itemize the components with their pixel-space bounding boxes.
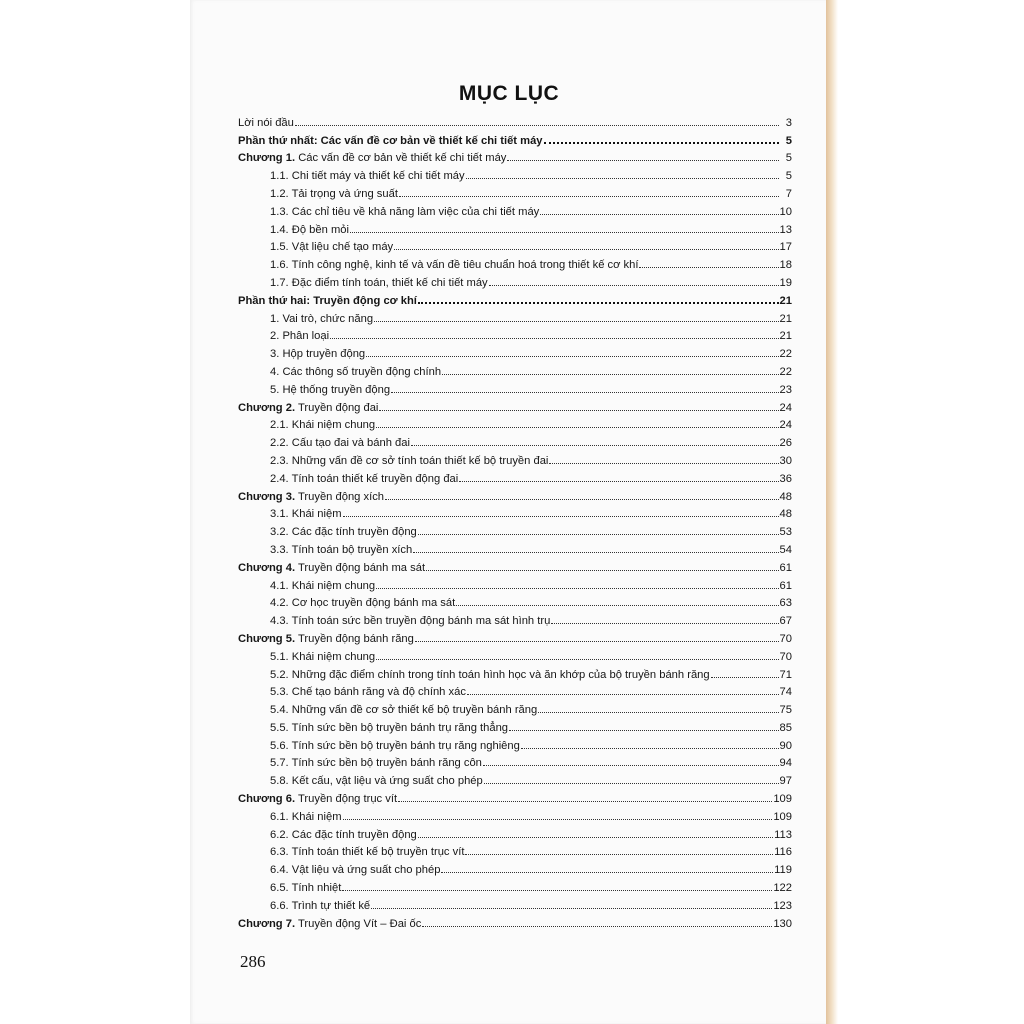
- dot-leader: [415, 641, 779, 642]
- dot-leader: [521, 748, 779, 749]
- toc-entry-label: 6.6. Trình tự thiết kế: [270, 899, 371, 912]
- toc-entry-page: 21: [779, 294, 792, 307]
- toc-entry-section: [238, 271, 792, 289]
- toc-entry-label: 1.7. Đặc điểm tính toán, thiết kế chi tiết máy: [270, 276, 488, 289]
- toc-entry-section: [238, 520, 792, 538]
- dot-leader: [459, 481, 778, 482]
- toc-entry-label: 2.1. Khái niệm chung: [270, 419, 376, 432]
- toc-entry-chapter: [238, 912, 792, 930]
- toc-entry-label: 3.2. Các đặc tính truyền động: [270, 526, 417, 539]
- toc-entry-section: [238, 734, 792, 752]
- dot-leader: [330, 338, 778, 339]
- toc-entry-page: 7: [785, 187, 792, 200]
- toc-entry-section: [238, 574, 792, 592]
- chapter-title: Truyền động Vít – Đai ốc: [297, 917, 422, 930]
- dot-leader: [411, 445, 779, 446]
- toc-entry-section: [238, 325, 792, 343]
- toc-entry-part: [238, 129, 792, 147]
- toc-entry-page: 71: [779, 668, 792, 681]
- dot-leader: [538, 712, 778, 713]
- toc-entry-label: 5.6. Tính sức bền bộ truyền bánh trụ răng nghiêng: [270, 739, 520, 752]
- toc-entry-section: [238, 342, 792, 360]
- toc-entry-section: [238, 360, 792, 378]
- toc-entry-section: [238, 752, 792, 770]
- toc-entry-chapter: [238, 556, 792, 574]
- toc-entry-label: 5. Hệ thống truyền động: [270, 383, 391, 396]
- dot-leader: [295, 125, 779, 126]
- toc-entry-page: 123: [773, 899, 792, 912]
- toc-entry-page: 94: [779, 757, 792, 770]
- toc-entry-page: 70: [779, 632, 792, 645]
- toc-entry-section: [238, 236, 792, 254]
- toc-entry-page: 74: [779, 686, 792, 699]
- chapter-prefix: Chương 6.: [238, 793, 296, 806]
- toc-entry-page: 70: [779, 650, 792, 663]
- toc-entry-section: [238, 307, 792, 325]
- dot-leader: [366, 356, 778, 357]
- dot-leader: [466, 178, 779, 179]
- toc-entry-section: [238, 592, 792, 610]
- toc-entry-page: 3: [785, 116, 792, 129]
- toc-entry-label: 5.7. Tính sức bền bộ truyền bánh răng côn: [270, 757, 482, 770]
- toc-entry-section: [238, 716, 792, 734]
- toc-entry-label: 5.8. Kết cấu, vật liệu và ứng suất cho phép: [270, 775, 483, 788]
- dot-leader: [418, 837, 773, 838]
- toc-entry-label: [238, 633, 414, 645]
- toc-entry-page: 19: [779, 276, 792, 289]
- dot-leader: [350, 232, 779, 233]
- dot-leader: [441, 872, 773, 873]
- dot-leader: [418, 302, 779, 304]
- toc-entry-section: [238, 200, 792, 218]
- toc-entry-page: 63: [779, 597, 792, 610]
- toc-entry-chapter: [238, 485, 792, 503]
- chapter-prefix: Chương 5.: [238, 632, 296, 645]
- toc-entry-section: [238, 449, 792, 467]
- dot-leader: [371, 908, 772, 909]
- dot-leader: [343, 819, 773, 820]
- toc-entry-section: [238, 164, 792, 182]
- toc-entry-section: [238, 378, 792, 396]
- toc-entry-label: 1.6. Tính công nghệ, kinh tế và vấn đề tiêu chuẩn hoá trong thiết kế cơ khí: [270, 259, 639, 272]
- dot-leader: [376, 588, 778, 589]
- toc-entry-page: 130: [773, 917, 792, 930]
- dot-leader: [507, 160, 779, 161]
- toc-entry-section: [238, 876, 792, 894]
- toc-entry-page: 113: [774, 828, 792, 841]
- toc-entry-label: 4.1. Khái niệm chung: [270, 579, 376, 592]
- toc-entry-label: 6.4. Vật liệu và ứng suất cho phép: [270, 864, 441, 877]
- dot-leader: [391, 392, 779, 393]
- toc-entry-page: 61: [779, 561, 792, 574]
- toc-entry-section: [238, 645, 792, 663]
- toc-entry-page: 90: [779, 739, 792, 752]
- dot-leader: [467, 694, 779, 695]
- chapter-prefix: Chương 2.: [238, 401, 296, 414]
- chapter-title: Truyền động đai: [297, 401, 379, 414]
- dot-leader: [549, 463, 778, 464]
- toc-entry-page: 21: [779, 312, 792, 325]
- chapter-title: Truyền động bánh ma sát: [297, 561, 426, 574]
- toc-entry-section: [238, 182, 792, 200]
- toc-entry-section: [238, 609, 792, 627]
- toc-entry-page: 17: [779, 241, 792, 254]
- toc-entry-label: 6.1. Khái niệm: [270, 810, 342, 823]
- toc-entry-chapter: [238, 787, 792, 805]
- toc-entry-label: 5.5. Tính sức bền bộ truyền bánh trụ răng thẳng: [270, 721, 509, 734]
- dot-leader: [442, 374, 779, 375]
- chapter-prefix: Chương 7.: [238, 917, 296, 930]
- toc-entry-page: 13: [779, 223, 792, 236]
- dot-leader: [509, 730, 779, 731]
- dot-leader: [413, 552, 778, 553]
- toc-entry-label: 4. Các thông số truyền động chính: [270, 365, 442, 378]
- toc-entry-section: [238, 218, 792, 236]
- dot-leader: [376, 659, 778, 660]
- chapter-prefix: Chương 1.: [238, 152, 296, 165]
- toc-entry-front: [238, 111, 792, 129]
- toc-entry-label: 1. Vai trò, chức năng: [270, 312, 374, 325]
- toc-entry-label: Lời nói đầu: [238, 116, 294, 129]
- toc-entry-label: [238, 918, 421, 930]
- toc-entry-label: 6.2. Các đặc tính truyền động: [270, 828, 417, 841]
- toc-entry-label: 1.1. Chi tiết máy và thiết kế chi tiết máy: [270, 170, 465, 183]
- toc-entry-page: 85: [779, 721, 792, 734]
- toc-entry-label: 1.4. Độ bền mỏi: [270, 223, 349, 236]
- dot-leader: [376, 427, 778, 428]
- toc-entry-label: 5.1. Khái niệm chung: [270, 650, 376, 663]
- toc-entry-section: [238, 414, 792, 432]
- toc-entry-label: 2.2. Cấu tạo đai và bánh đai: [270, 437, 410, 450]
- toc-entry-label: 6.3. Tính toán thiết kế bộ truyền trục vít: [270, 846, 465, 859]
- toc-entry-label: [238, 491, 384, 503]
- dot-leader: [342, 890, 772, 891]
- toc-entry-chapter: [238, 627, 792, 645]
- dot-leader: [374, 321, 778, 322]
- toc-entry-page: 21: [779, 330, 792, 343]
- toc-entry-label: [238, 562, 425, 574]
- dot-leader: [711, 677, 779, 678]
- toc-entry-section: [238, 841, 792, 859]
- page-number: 286: [240, 952, 266, 971]
- toc-entry-page: 5: [785, 134, 792, 147]
- dot-leader: [484, 783, 779, 784]
- dot-leader: [399, 196, 779, 197]
- toc-entry-page: 10: [779, 205, 792, 218]
- page-edge: [826, 0, 838, 1024]
- dot-leader: [343, 516, 779, 517]
- toc-entry-page: 48: [779, 508, 792, 521]
- dot-leader: [551, 623, 778, 624]
- toc-entry-section: [238, 467, 792, 485]
- toc-entry-page: 109: [773, 810, 792, 823]
- dot-leader: [385, 499, 779, 500]
- dot-leader: [544, 142, 779, 144]
- dot-leader: [394, 249, 778, 250]
- dot-leader: [465, 854, 773, 855]
- toc-entry-label: Phần thứ hai: Truyền động cơ khí: [238, 294, 417, 307]
- toc-entry-label: 3.1. Khái niệm: [270, 508, 342, 521]
- toc-entry-label: 2.3. Những vấn đề cơ sở tính toán thiết kế bộ truyền đai: [270, 454, 549, 467]
- toc-entry-page: 26: [779, 437, 792, 450]
- toc-entry-section: [238, 681, 792, 699]
- dot-leader: [422, 926, 772, 927]
- toc-entry-page: 24: [779, 401, 792, 414]
- chapter-title: Truyền động xích: [297, 490, 385, 503]
- toc-entry-label: 3. Hộp truyền động: [270, 348, 366, 361]
- page-title: MỤC LỤC: [458, 82, 560, 105]
- chapter-title: Các vấn đề cơ bản về thiết kế chi tiết máy: [298, 152, 507, 165]
- toc-entry-label: 1.2. Tải trọng và ứng suất: [270, 187, 398, 200]
- toc-entry-page: 23: [779, 383, 792, 396]
- toc-entry-label: [238, 152, 506, 164]
- toc-entry-page: 48: [779, 490, 792, 503]
- toc-entry-label: 1.3. Các chỉ tiêu về khả năng làm việc của chi tiết máy: [270, 205, 540, 218]
- toc-entry-page: 116: [774, 846, 792, 859]
- toc-entry-section: [238, 698, 792, 716]
- toc-entry-page: 67: [779, 615, 792, 628]
- toc-entry-label: 2.4. Tính toán thiết kế truyền động đai: [270, 472, 459, 485]
- dot-leader: [639, 267, 778, 268]
- dot-leader: [483, 765, 779, 766]
- toc-entry-page: 97: [779, 775, 792, 788]
- toc-entry-label: 1.5. Vật liệu chế tạo máy: [270, 241, 394, 254]
- toc-entry-page: 24: [779, 419, 792, 432]
- toc-entry-section: [238, 663, 792, 681]
- toc-entry-label: 3.3. Tính toán bộ truyền xích: [270, 543, 413, 556]
- toc-entry-page: 75: [779, 704, 792, 717]
- toc-entry-part: [238, 289, 792, 307]
- toc-entry-label: Phần thứ nhất: Các vấn đề cơ bản về thiết kế chi tiết máy: [238, 134, 543, 147]
- toc-entry-label: 5.4. Những vấn đề cơ sở thiết kế bộ truyền bánh răng: [270, 704, 538, 717]
- toc-entry-label: 2. Phân loại: [270, 330, 330, 343]
- toc-entry-page: 53: [779, 526, 792, 539]
- dot-leader: [379, 410, 778, 411]
- dot-leader: [540, 214, 778, 215]
- toc-entry-label: 5.3. Chế tạo bánh răng và độ chính xác: [270, 686, 466, 699]
- toc-entry-section: [238, 253, 792, 271]
- toc-entry-page: 18: [779, 259, 792, 272]
- toc-entry-section: [238, 503, 792, 521]
- toc-entry-label: 5.2. Những đặc điểm chính trong tính toán hình học và ăn khớp của bộ truyền bánh răng: [270, 668, 710, 681]
- toc-entry-label: 6.5. Tính nhiệt: [270, 882, 342, 895]
- dot-leader: [418, 534, 779, 535]
- toc-entry-page: 22: [779, 365, 792, 378]
- toc-entry-section: [238, 431, 792, 449]
- toc-entry-page: 5: [785, 152, 792, 165]
- toc-entry-page: 109: [773, 793, 792, 806]
- toc-entry-page: 122: [773, 882, 792, 895]
- toc-entry-label: 4.3. Tính toán sức bền truyền động bánh ma sát hình trụ: [270, 615, 551, 628]
- dot-leader: [456, 605, 778, 606]
- toc-entry-label: 4.2. Cơ học truyền động bánh ma sát: [270, 597, 456, 610]
- toc-entry-section: [238, 538, 792, 556]
- toc-entry-page: 36: [779, 472, 792, 485]
- toc-entry-chapter: [238, 147, 792, 165]
- toc-entry-page: 119: [774, 864, 792, 877]
- toc-entry-section: [238, 858, 792, 876]
- toc-entry-section: [238, 894, 792, 912]
- toc-entry-page: 61: [779, 579, 792, 592]
- table-of-contents: [238, 111, 792, 930]
- toc-entry-section: [238, 805, 792, 823]
- chapter-title: Truyền động bánh răng: [297, 632, 414, 645]
- toc-entry-section: [238, 823, 792, 841]
- toc-entry-page: 5: [785, 170, 792, 183]
- dot-leader: [489, 285, 779, 286]
- toc-entry-label: [238, 793, 397, 805]
- toc-entry-page: 22: [779, 348, 792, 361]
- toc-entry-label: [238, 402, 378, 414]
- toc-entry-page: 54: [779, 543, 792, 556]
- toc-entry-section: [238, 769, 792, 787]
- chapter-title: Truyền động trục vít: [297, 793, 398, 806]
- chapter-prefix: Chương 3.: [238, 490, 296, 503]
- toc-entry-chapter: [238, 396, 792, 414]
- chapter-prefix: Chương 4.: [238, 561, 296, 574]
- toc-entry-page: 30: [779, 454, 792, 467]
- dot-leader: [426, 570, 778, 571]
- dot-leader: [398, 801, 772, 802]
